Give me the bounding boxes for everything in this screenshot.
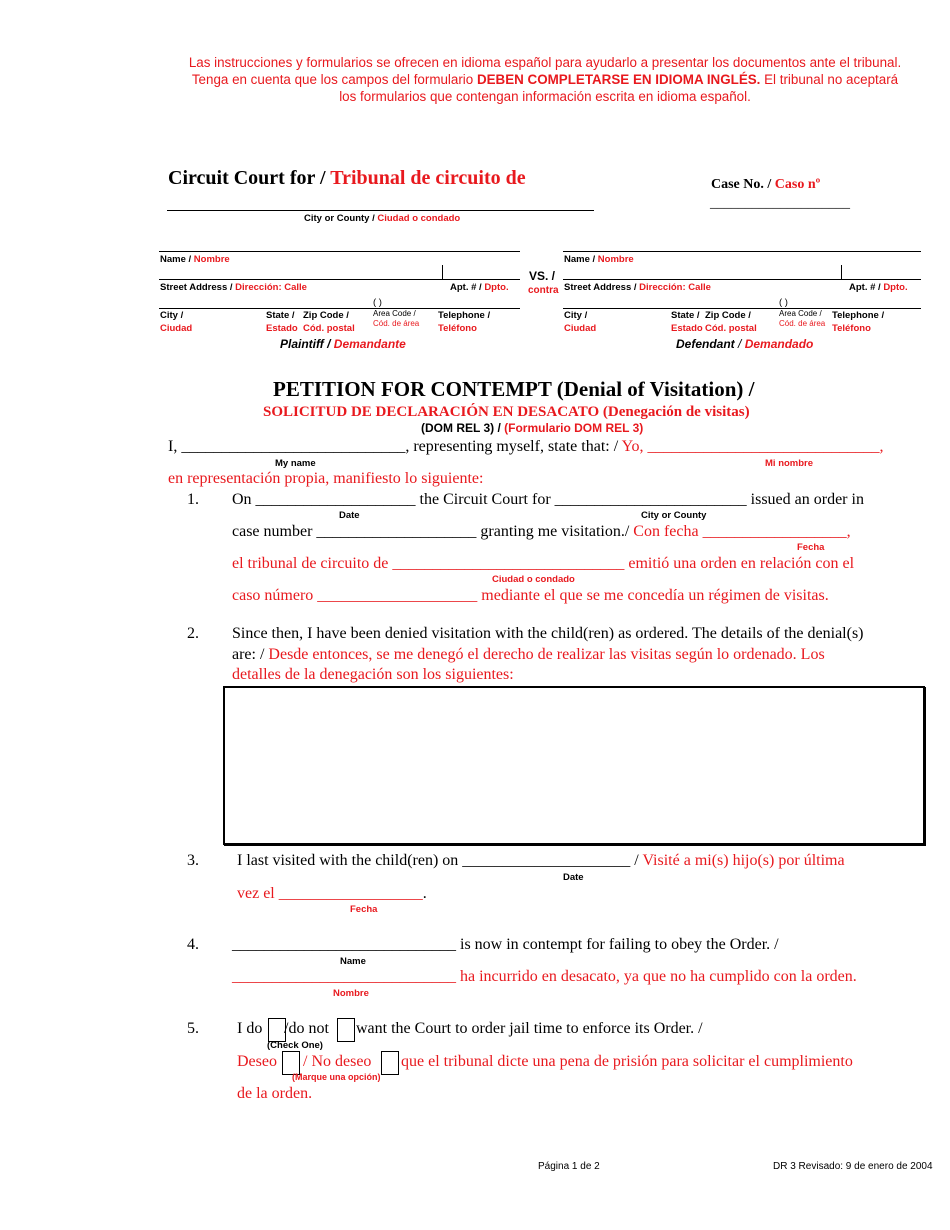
intro-statement: I, ____________________________, representing myself, state that: / Yo, _____________________________, xyxy=(168,438,884,455)
item-5-line-1-rest: want the Court to order jail time to enforce its Order. / xyxy=(356,1020,703,1037)
item-2-line-3: detalles de la denegación son los siguientes: xyxy=(232,666,514,683)
defendant-state-label: State / Estado xyxy=(671,310,703,334)
item-3-fecha-label: Fecha xyxy=(350,904,378,915)
intro-my-name-label: My name xyxy=(275,458,316,469)
item-5-do-not-checkbox[interactable] xyxy=(337,1018,355,1042)
plaintiff-name-field[interactable] xyxy=(159,279,520,280)
spanish-notice xyxy=(160,54,930,105)
defendant-name-label: Name / Nombre xyxy=(564,254,634,265)
defendant-apt-label: Apt. # / Dpto. xyxy=(849,282,908,293)
vs-label-es: contra xyxy=(528,285,559,296)
court-title: Circuit Court for / Tribunal de circuito de xyxy=(168,167,526,189)
plaintiff-caption: Plaintiff / Demandante xyxy=(280,337,406,351)
form-title: PETITION FOR CONTEMPT (Denial of Visitation) / xyxy=(273,377,755,401)
plaintiff-area-label: Area Code / Cód. de área xyxy=(373,309,420,328)
item-5-deseo: Deseo xyxy=(237,1053,277,1070)
defendant-area-label: Area Code / Cód. de área xyxy=(779,309,826,328)
defendant-phone-label: Telephone / Teléfono xyxy=(832,310,885,334)
item-1-line-4: caso número ____________________ mediante el que se me concedía un régimen de visitas. xyxy=(232,587,829,604)
item-4-name-label: Name xyxy=(340,956,366,967)
defendant-apt-divider xyxy=(841,265,842,280)
item-1-line-3: el tribunal de circuito de _____________________________ emitió una orden en relación con el xyxy=(232,555,855,572)
plaintiff-apt-divider xyxy=(442,265,443,280)
item-3-line-1: I last visited with the child(ren) on _____________________ / Visité a mi(s) hijo(s) por última xyxy=(237,852,845,869)
form-code: (DOM REL 3) / (Formulario DOM REL 3) xyxy=(421,421,644,435)
defendant-caption: Defendant / Demandado xyxy=(676,337,814,351)
item-5-line-3: de la orden. xyxy=(237,1085,313,1102)
form-title-spanish: SOLICITUD DE DECLARACIÓN EN DESACATO (Denegación de visitas) xyxy=(263,404,750,420)
plaintiff-zip-label: Zip Code / Cód. postal xyxy=(303,310,355,334)
plaintiff-name-label: Name / Nombre xyxy=(160,254,230,265)
item-4-number: 4. xyxy=(187,936,199,953)
plaintiff-phone-label: Telephone / Teléfono xyxy=(438,310,491,334)
notice-line-3: los formularios que contengan información escrita en idioma español. xyxy=(339,89,751,104)
court-city-field[interactable] xyxy=(167,210,594,211)
plaintiff-street-label: Street Address / Dirección: Calle xyxy=(160,282,307,293)
item-5-no-deseo: / No deseo xyxy=(303,1053,372,1070)
item-4-line-2: ____________________________ ha incurrido en desacato, ya que no ha cumplido con la orden. xyxy=(232,968,857,985)
defendant-city-label: City / Ciudad xyxy=(564,310,597,334)
plaintiff-apt-label: Apt. # / Dpto. xyxy=(450,282,509,293)
item-2-line-2: are: / Desde entonces, se me denegó el derecho de realizar las visitas según lo ordenado. Los xyxy=(232,646,825,663)
item-3-line-2: vez el __________________. xyxy=(237,885,427,902)
item-1-city-label: City or County xyxy=(641,510,707,521)
notice-line-2: Tenga en cuenta que los campos del formulario DEBEN COMPLETARSE EN IDIOMA INGLÉS. El tribunal no aceptará xyxy=(191,72,899,87)
vs-label: VS. / xyxy=(529,269,556,283)
plaintiff-top-line xyxy=(159,251,520,252)
page-number: Página 1 de 2 xyxy=(538,1161,600,1172)
item-5-no-deseo-checkbox[interactable] xyxy=(381,1051,399,1075)
item-5-number: 5. xyxy=(187,1020,199,1037)
item-1-date-label: Date xyxy=(339,510,360,521)
item-4-nombre-label: Nombre xyxy=(333,988,369,999)
item-2-number: 2. xyxy=(187,625,199,642)
plaintiff-area-paren: ( ) xyxy=(373,297,382,308)
defendant-zip-label: Zip Code / Cód. postal xyxy=(705,310,757,334)
defendant-street-label: Street Address / Dirección: Calle xyxy=(564,282,711,293)
item-3-date-label: Date xyxy=(563,872,584,883)
revision-date: DR 3 Revisado: 9 de enero de 2004 xyxy=(773,1161,933,1172)
item-4-line-1: ____________________________ is now in contempt for failing to obey the Order. / xyxy=(232,936,779,953)
item-5-line-2-rest: que el tribunal dicte una pena de prisión para solicitar el cumplimiento xyxy=(401,1053,853,1070)
item-1-line-1: On ____________________ the Circuit Court for ________________________ issued an order in xyxy=(232,491,864,508)
intro-mi-nombre-label: Mi nombre xyxy=(765,458,814,469)
item-1-fecha-label: Fecha xyxy=(797,542,825,553)
item-2-line-1: Since then, I have been denied visitation with the child(ren) as ordered. The details of the denial(s) xyxy=(232,625,864,642)
case-number-label: Case No. / Caso nº xyxy=(711,177,821,192)
defendant-name-field[interactable] xyxy=(563,279,921,280)
denial-details-box[interactable] xyxy=(223,686,925,845)
item-5-check-one: (Check One) xyxy=(267,1040,323,1051)
defendant-top-line xyxy=(563,251,921,252)
item-1-line-2: case number ____________________ granting me visitation./ Con fecha __________________, xyxy=(232,523,851,540)
item-1-ciudad-label: Ciudad o condado xyxy=(492,574,575,585)
item-5-marque: (Marque una opción) xyxy=(292,1072,381,1082)
notice-line-1: Las instrucciones y formularios se ofrecen en idioma español para ayudarlo a presentar los documentos ante el tribunal. xyxy=(188,55,902,70)
plaintiff-state-label: State / Estado xyxy=(266,310,298,334)
item-5-i-do: I do xyxy=(237,1020,263,1037)
court-city-label: City or County / Ciudad o condado xyxy=(304,213,461,224)
item-1-number: 1. xyxy=(187,491,199,508)
case-number-field[interactable]: ____________________ xyxy=(710,196,850,211)
plaintiff-city-label: City / Ciudad xyxy=(160,310,193,334)
defendant-area-paren: ( ) xyxy=(779,297,788,308)
item-5-do-not: /do not xyxy=(284,1020,329,1037)
item-3-number: 3. xyxy=(187,852,199,869)
intro-statement-es: en representación propia, manifiesto lo siguiente: xyxy=(168,470,484,487)
